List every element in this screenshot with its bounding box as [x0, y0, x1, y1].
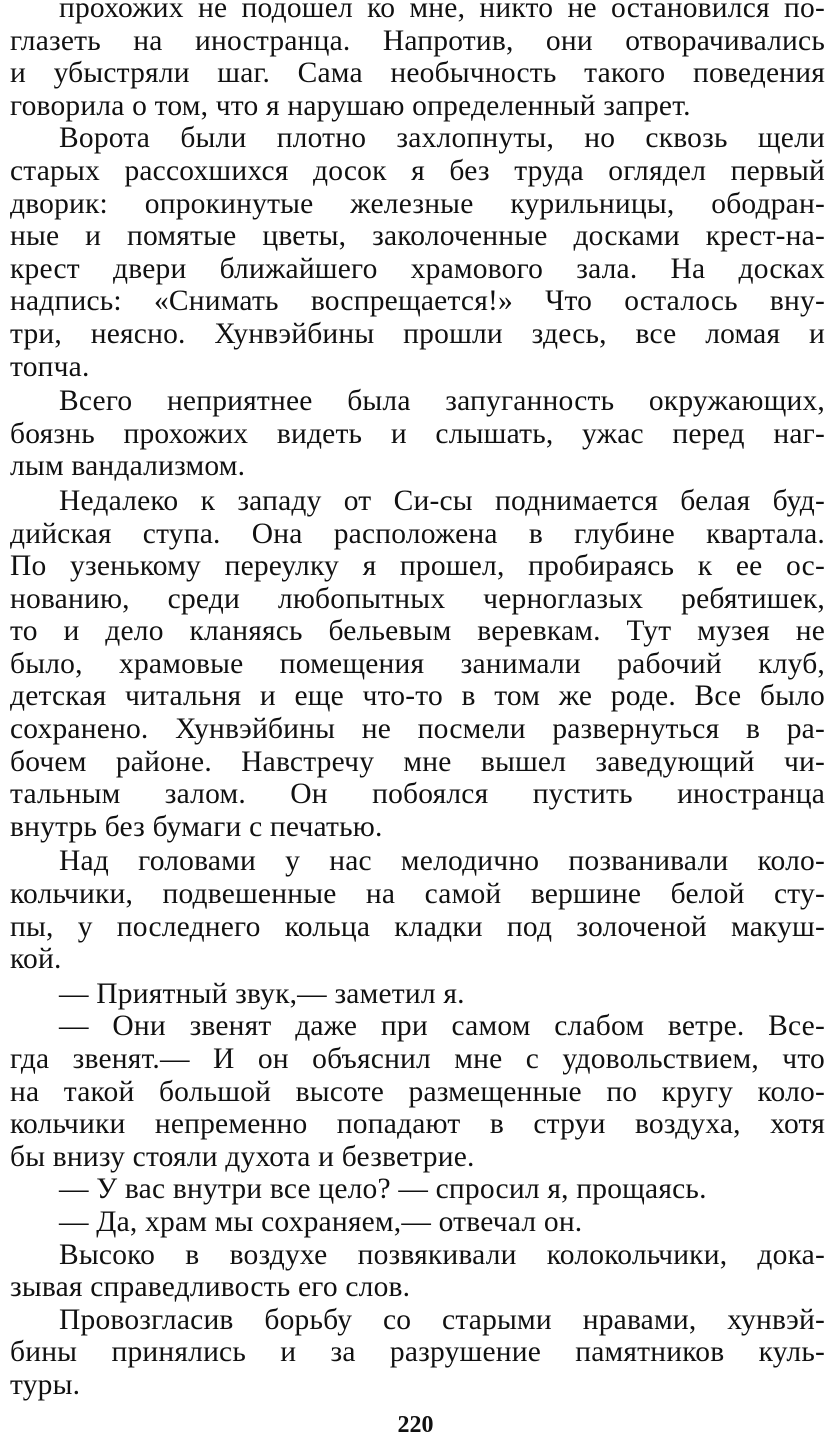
text-line: бочем районе. Навстречу мне вышел заведующий чи-	[10, 745, 825, 778]
text-line: — У вас внутри все цело? — спросил я, прощаясь.	[59, 1173, 707, 1206]
text-line: и убыстряли шаг. Сама необычность такого поведения	[10, 57, 825, 90]
text-line: кольчики непременно попадают в струи воздуха, хотя	[10, 1108, 825, 1141]
text-line: старых рассохшихся досок я без труда оглядел первый	[10, 154, 825, 187]
text-line: нованию, среди любопытных черноглазых ребятишек,	[10, 582, 825, 615]
text-line: Недалеко к западу от Си-сы поднимается белая буд-	[59, 484, 825, 517]
text-line: прохожих не подошел ко мне, никто не остановился по-	[59, 0, 825, 24]
text-line: детская читальня и еще что-то в том же роде. Все было	[10, 680, 825, 713]
page-number: 220	[397, 1412, 434, 1438]
text-line: бы внизу стояли духота и безветрие.	[10, 1140, 475, 1173]
text-line: было, храмовые помещения занимали рабочий клуб,	[10, 647, 825, 680]
text-line: ные и помятые цветы, заколоченные досками крест-на-	[10, 220, 825, 253]
paragraph	[10, 1206, 825, 1239]
paragraph	[10, 0, 825, 122]
text-line: пы, у последнего кольца кладки под золоченой макуш-	[10, 910, 825, 943]
paragraph	[10, 122, 825, 383]
paragraph	[10, 1173, 825, 1206]
paragraph	[10, 845, 825, 975]
text-line: на такой большой высоте размещенные по кругу коло-	[10, 1075, 825, 1108]
text-line: Ворота были плотно захлопнуты, но сквозь щели	[59, 122, 825, 155]
text-line: три, неясно. Хунвэйбины прошли здесь, все ломая и	[10, 317, 825, 350]
text-line: Всего неприятнее была запуганность окружающих,	[59, 385, 825, 418]
text-line: гда звенят.— И он объяснил мне с удовольствием, что	[10, 1043, 825, 1075]
paragraph	[10, 1304, 825, 1402]
text-line: бины принялись и за разрушение памятников куль-	[10, 1336, 825, 1369]
text-line: то и дело кланяясь бельевым веревкам. Тут музея не	[10, 615, 825, 648]
paragraph	[10, 385, 825, 483]
paragraph	[10, 485, 825, 844]
text-line: зывая справедливость его слов.	[10, 1271, 411, 1304]
text-line: — Они звенят даже при самом слабом ветре. Все-	[59, 1010, 825, 1043]
text-line: дворик: опрокинутые железные курильницы, ободран-	[10, 187, 825, 220]
paragraph	[10, 1239, 825, 1304]
text-line: глазеть на иностранца. Напротив, они отворачивались	[10, 24, 825, 57]
text-line: говорила о том, что я нарушаю определенный запрет.	[10, 89, 691, 122]
text-line: крест двери ближайшего храмового зала. На досках	[10, 252, 825, 285]
paragraph	[10, 978, 825, 1011]
text-line: По узенькому переулку я прошел, пробираясь к ее ос-	[10, 550, 825, 583]
text-line: кой.	[10, 943, 62, 976]
text-line: топча.	[10, 350, 90, 383]
text-line: Провозгласив борьбу со старыми нравами, хунвэй-	[59, 1303, 825, 1336]
text-line: лым вандализмом.	[10, 450, 246, 483]
paragraph	[10, 1010, 825, 1173]
text-line: дийская ступа. Она расположена в глубине квартала.	[10, 517, 825, 550]
text-line: надпись: «Снимать воспрещается!» Что осталось вну-	[10, 285, 825, 318]
text-line: внутрь без бумаги с печатью.	[10, 810, 383, 843]
text-line: кольчики, подвешенные на самой вершине белой сту-	[10, 878, 825, 911]
text-line: сохранено. Хунвэйбины не посмели развернуться в ра-	[10, 713, 825, 746]
body-text	[10, 0, 825, 1402]
text-line: Над головами у нас мелодично позванивали коло-	[59, 845, 825, 878]
text-line: туры.	[10, 1368, 81, 1401]
text-line: боязнь прохожих видеть и слышать, ужас перед наг-	[10, 417, 825, 450]
text-line: Высоко в воздухе позвякивали колокольчики, дока-	[59, 1238, 825, 1271]
text-line: — Приятный звук,— заметил я.	[59, 977, 465, 1010]
text-line: — Да, храм мы сохраняем,— отвечал он.	[59, 1205, 583, 1238]
text-line: тальным залом. Он побоялся пустить иностранца	[10, 778, 825, 811]
